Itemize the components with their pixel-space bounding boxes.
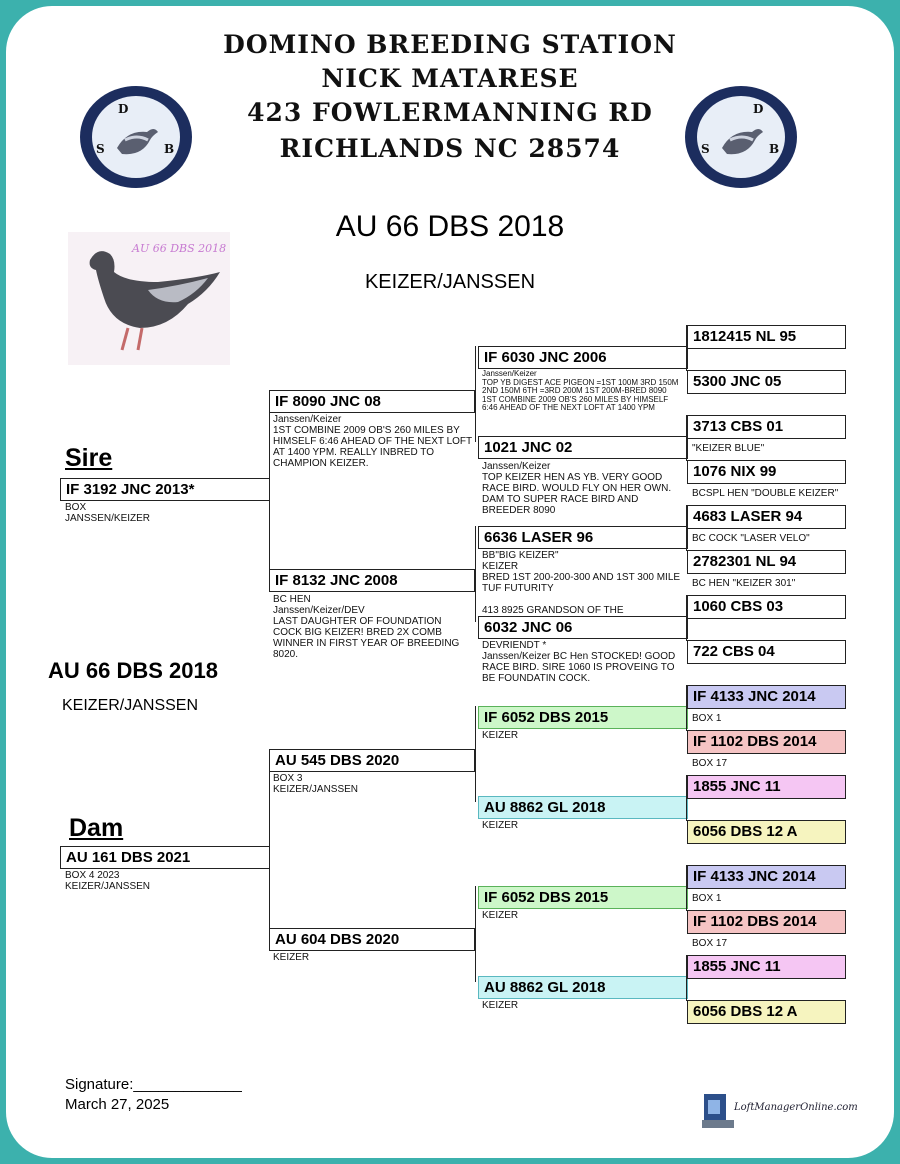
- g3-4-notes: DEVRIENDT * Janssen/Keizer BC Hen STOCKED! GOOD RACE BIRD. SIRE 1060 IS PROVEING TO BE FOUNDATIN COCK.: [482, 640, 676, 684]
- g4-12-band: 6056 DBS 12 A: [687, 820, 846, 844]
- g4-4-band: 1076 NIX 99: [687, 460, 846, 484]
- g4-9-band: IF 4133 JNC 2014: [687, 685, 846, 709]
- g4-1-band: 1812415 NL 95: [687, 325, 846, 349]
- g4-10-note: BOX 17: [692, 758, 728, 769]
- connector: [269, 390, 270, 586]
- dam-dam-notes: KEIZER: [273, 952, 310, 963]
- sire-note-box: BOX: [65, 502, 87, 513]
- signature-line: Signature:_____________: [65, 1076, 242, 1093]
- sire-sire-band: IF 8090 JNC 08: [269, 390, 475, 413]
- subject-strain-left: KEIZER/JANSSEN: [62, 697, 199, 714]
- g4-15-band: 1855 JNC 11: [687, 955, 846, 979]
- bird-photo: [68, 232, 230, 365]
- g3-5-band: IF 6052 DBS 2015: [478, 706, 688, 729]
- photo-caption: AU 66 DBS 2018: [132, 242, 227, 255]
- g4-5-band: 4683 LASER 94: [687, 505, 846, 529]
- logo-text: LoftManagerOnline.com: [734, 1102, 858, 1113]
- dam-note-strain: KEIZER/JANSSEN: [65, 881, 151, 892]
- g4-14-band: IF 1102 DBS 2014: [687, 910, 846, 934]
- g3-2-notes: Janssen/Keizer TOP KEIZER HEN AS YB. VERY GOOD RACE BIRD. WOULD FLY ON HER OWN. DAM TO SUPER RACE BIRD AND BREEDER 8090: [482, 461, 672, 516]
- g4-5-note: BC COCK "LASER VELO": [692, 533, 810, 544]
- g4-9-note: BOX 1: [692, 713, 722, 724]
- dam-dam-band: AU 604 DBS 2020: [269, 928, 475, 951]
- g3-6-notes: KEIZER: [482, 820, 519, 831]
- g3-4-band: 6032 JNC 06: [478, 616, 688, 639]
- sire-dam-band: IF 8132 JNC 2008: [269, 569, 475, 592]
- g3-2-band: 1021 JNC 02: [478, 436, 688, 459]
- address-street: 423 FOWLERMANNING RD: [247, 98, 653, 127]
- print-date: March 27, 2025: [65, 1096, 170, 1113]
- dam-sire-notes: BOX 3 KEIZER/JANSSEN: [273, 773, 359, 795]
- sire-label: Sire: [65, 444, 113, 472]
- g4-8-band: 722 CBS 04: [687, 640, 846, 664]
- sire-sire-notes: Janssen/Keizer 1ST COMBINE 2009 OB'S 260 MILES BY HIMSELF 6:46 AHEAD OF THE NEXT LOFT AT 1400 YPM. REALLY INBRED TO CHAMPION KEIZER.: [273, 414, 472, 469]
- g4-16-band: 6056 DBS 12 A: [687, 1000, 846, 1024]
- owner-name: NICK MATARESE: [321, 64, 579, 93]
- g4-6-band: 2782301 NL 94: [687, 550, 846, 574]
- dam-notes: [65, 870, 265, 892]
- g4-2-band: 5300 JNC 05: [687, 370, 846, 394]
- connector: [269, 760, 270, 946]
- connector: [475, 886, 476, 982]
- sire-band: IF 3192 JNC 2013*: [60, 478, 270, 501]
- g4-3-note: "KEIZER BLUE": [692, 443, 765, 454]
- g4-13-band: IF 4133 JNC 2014: [687, 865, 846, 889]
- sire-notes: [65, 502, 265, 524]
- g3-3-band: 6636 LASER 96: [478, 526, 688, 549]
- loft-emblem-right: D S B: [685, 86, 797, 188]
- g4-10-band: IF 1102 DBS 2014: [687, 730, 846, 754]
- loft-emblem-left: D S B: [80, 86, 192, 188]
- g3-8-notes: KEIZER: [482, 1000, 519, 1011]
- subject-strain: KEIZER/JANSSEN: [364, 271, 536, 293]
- g3-1-notes: Janssen/Keizer TOP YB DIGEST ACE PIGEON =1ST 100M 3RD 150M 2ND 150M 6TH =3RD 200M 1ST 200M-BRED 8090 1ST COMBINE 2009 OB'S 260 MILES BY HIMSELF 6:46 AHEAD OF THE NEXT LOFT AT 1400 YPM: [482, 370, 679, 413]
- subject-band: AU 66 DBS 2018: [335, 210, 565, 243]
- connector: [475, 346, 476, 442]
- g3-6-band: AU 8862 GL 2018: [478, 796, 688, 819]
- g3-7-band: IF 6052 DBS 2015: [478, 886, 688, 909]
- pedigree-page: [6, 6, 894, 1158]
- sire-note-strain: JANSSEN/KEIZER: [65, 513, 151, 524]
- subject-band-left: AU 66 DBS 2018: [48, 658, 218, 683]
- dam-note-box: BOX 4 2023: [65, 870, 120, 881]
- dam-sire-band: AU 545 DBS 2020: [269, 749, 475, 772]
- g3-5-notes: KEIZER: [482, 730, 519, 741]
- g3-7-notes: KEIZER: [482, 910, 519, 921]
- g4-4-note: BCSPL HEN "DOUBLE KEIZER": [692, 488, 839, 499]
- g4-13-note: BOX 1: [692, 893, 722, 904]
- g4-7-band: 1060 CBS 03: [687, 595, 846, 619]
- loftmanager-logo: [698, 1088, 858, 1134]
- g4-11-band: 1855 JNC 11: [687, 775, 846, 799]
- g4-6-note: BC HEN "KEIZER 301": [692, 578, 796, 589]
- connector: [475, 706, 476, 802]
- dam-label: Dam: [69, 814, 124, 842]
- dam-band: AU 161 DBS 2021: [60, 846, 270, 869]
- g4-14-note: BOX 17: [692, 938, 728, 949]
- loft-name: DOMINO BREEDING STATION: [223, 30, 677, 59]
- g4-3-band: 3713 CBS 01: [687, 415, 846, 439]
- g3-8-band: AU 8862 GL 2018: [478, 976, 688, 999]
- address-city: RICHLANDS NC 28574: [279, 134, 621, 163]
- g3-3-notes: BB"BIG KEIZER" KEIZER BRED 1ST 200-200-300 AND 1ST 300 MILE TUF FUTURITY 413 8925 GRANDSON OF THE: [482, 550, 681, 616]
- g3-1-band: IF 6030 JNC 2006: [478, 346, 688, 369]
- sire-dam-notes: BC HEN Janssen/Keizer/DEV LAST DAUGHTER OF FOUNDATION COCK BIG KEIZER! BRED 2X COMB WINNER IN FIRST YEAR OF BREEDING 8020.: [273, 594, 460, 660]
- connector: [475, 526, 476, 622]
